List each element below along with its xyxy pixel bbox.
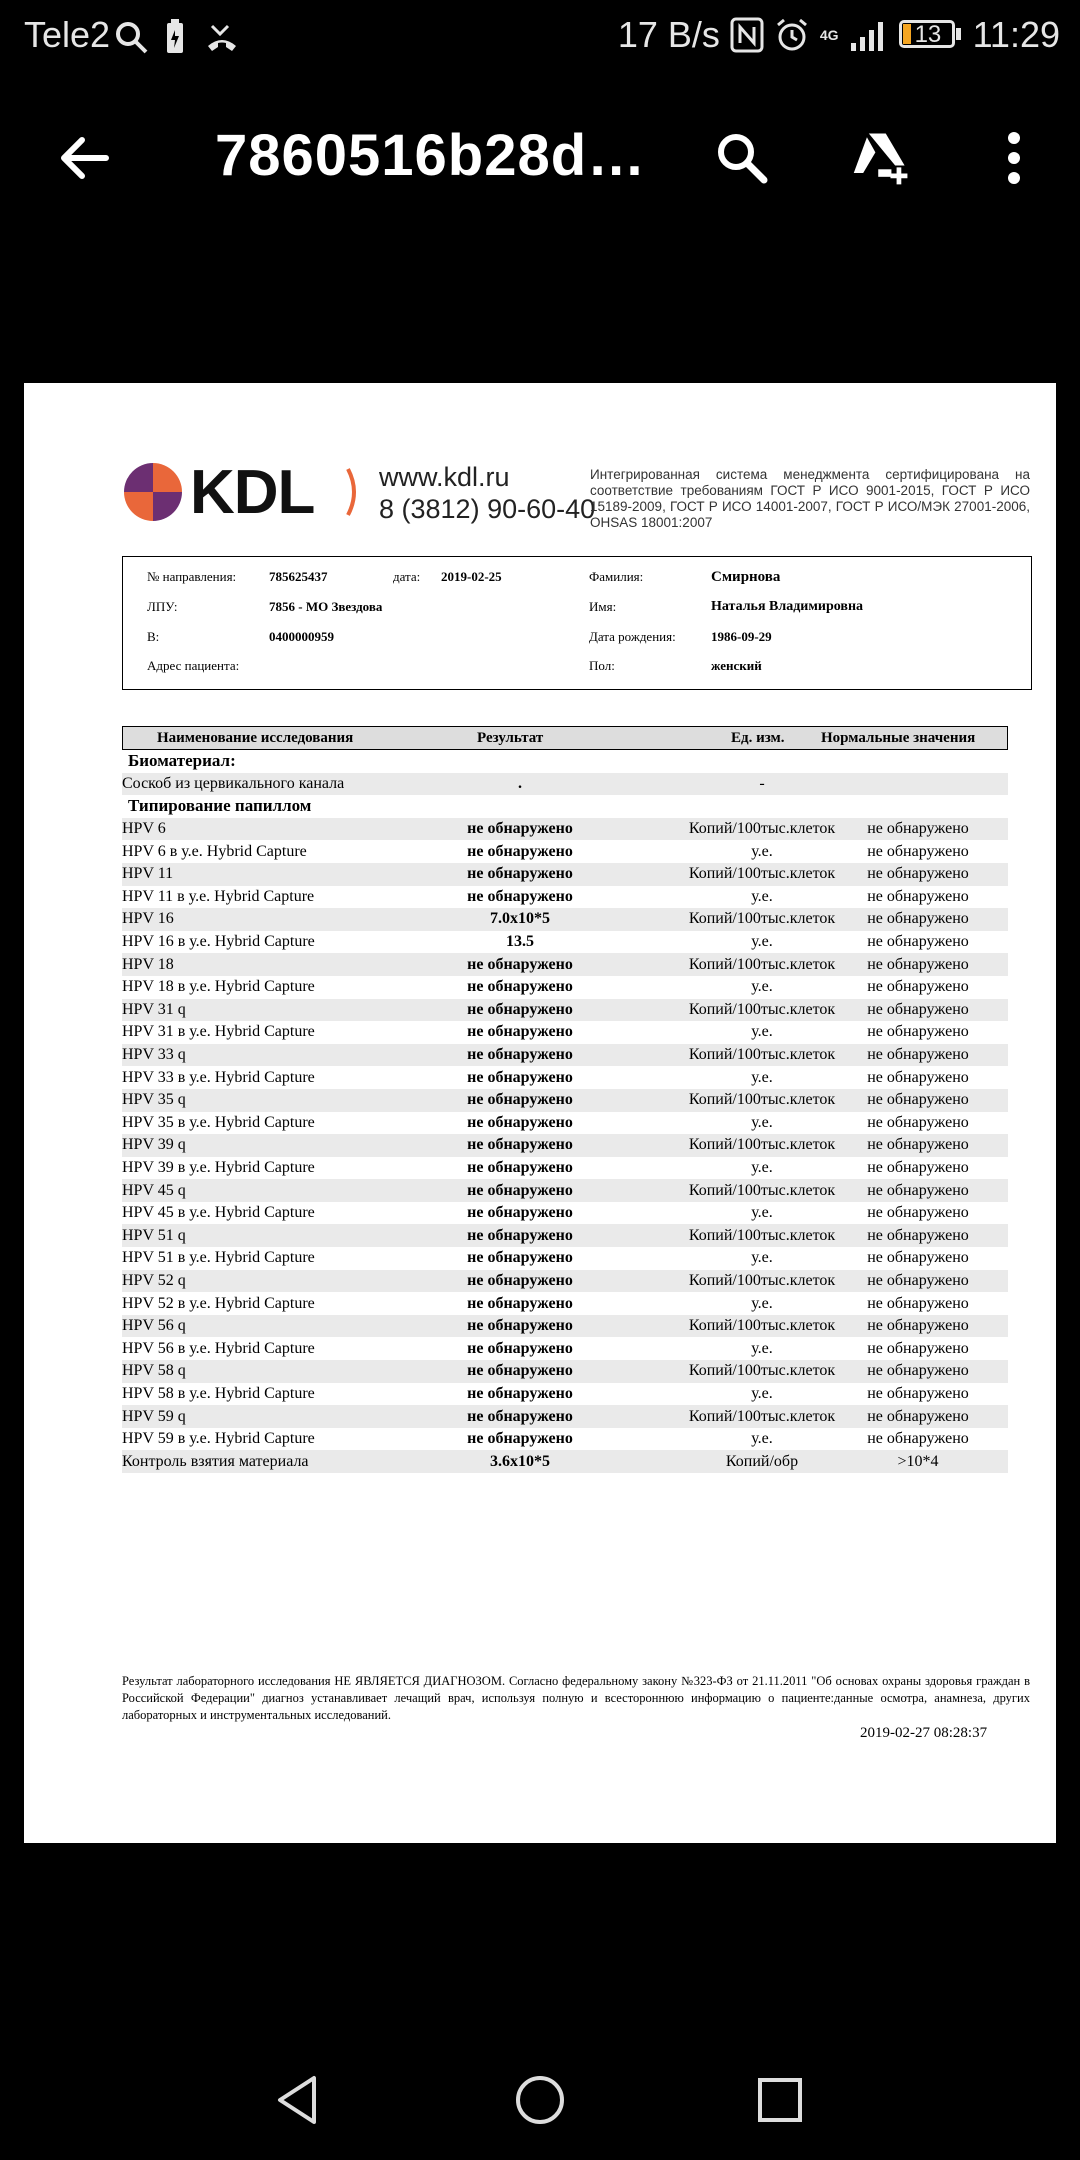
cell-result: не обнаружено: [467, 1046, 573, 1064]
section-row: [122, 795, 1008, 818]
table-row: [122, 1089, 1008, 1112]
cell-test-name: HPV 18: [122, 955, 174, 973]
cell-result: не обнаружено: [467, 1091, 573, 1109]
cell-result: не обнаружено: [467, 955, 573, 973]
cell-result: не обнаружено: [467, 1271, 573, 1289]
cell-test-name: HPV 35 в у.е. Hybrid Capture: [122, 1113, 315, 1131]
missed-call-icon: [204, 20, 240, 56]
table-row: [122, 1360, 1008, 1383]
cell-norm: не обнаружено: [867, 1362, 969, 1380]
cell-test-name: HPV 52 q: [122, 1271, 186, 1289]
results-table: [122, 726, 1008, 1473]
cell-norm: не обнаружено: [867, 1091, 969, 1109]
table-row: [122, 773, 1008, 796]
header-result: Результат: [477, 729, 544, 746]
cell-norm: не обнаружено: [867, 933, 969, 951]
cell-test-name: HPV 39 q: [122, 1136, 186, 1154]
table-row: [122, 1044, 1008, 1067]
cell-result: не обнаружено: [467, 978, 573, 996]
table-row: [122, 1450, 1008, 1473]
cell-test-name: HPV 31 q: [122, 1000, 186, 1018]
back-triangle-icon[interactable]: [268, 2068, 332, 2132]
network-type: 4G: [819, 27, 839, 43]
cell-unit: -: [759, 774, 765, 792]
nfc-icon: [730, 17, 764, 53]
kdl-logo-mark: [124, 463, 182, 521]
patient-info-box: [122, 556, 1032, 690]
sex-value: женский: [711, 658, 762, 673]
kdl-logo: [124, 458, 324, 527]
document-page[interactable]: [24, 383, 1056, 1843]
cell-test-name: HPV 51 q: [122, 1226, 186, 1244]
cell-test-name: HPV 52 в у.е. Hybrid Capture: [122, 1294, 315, 1312]
table-row: [122, 1066, 1008, 1089]
cell-unit: Копий/100тыс.клеток: [688, 865, 836, 883]
table-row: [122, 818, 1008, 841]
cell-result: 7.0x10*5: [490, 910, 550, 928]
cell-test-name: HPV 16 в у.е. Hybrid Capture: [122, 933, 315, 951]
battery-icon: [899, 18, 963, 52]
dob-value: 1986-09-29: [711, 629, 772, 644]
table-row: [122, 1247, 1008, 1270]
cell-unit: Копий/100тыс.клеток: [688, 1317, 836, 1335]
drive-add-icon: [850, 128, 914, 188]
cell-result: не обнаружено: [467, 865, 573, 883]
cell-norm: не обнаружено: [867, 1430, 969, 1448]
cell-unit: Копий/100тыс.клеток: [688, 1046, 836, 1064]
surname-label: Фамилия:: [589, 569, 644, 584]
section-biomaterial: Биоматериал:: [128, 751, 236, 771]
cell-norm: не обнаружено: [867, 842, 969, 860]
cell-test-name: Контроль взятия материала: [122, 1452, 309, 1470]
cell-result: не обнаружено: [467, 1023, 573, 1041]
cell-norm: не обнаружено: [867, 1226, 969, 1244]
cell-unit: Копий/100тыс.клеток: [688, 1136, 836, 1154]
cell-test-name: HPV 59 q: [122, 1407, 186, 1425]
cell-result: не обнаружено: [467, 1317, 573, 1335]
cell-result: не обнаружено: [467, 1249, 573, 1267]
back-arrow-icon: [56, 130, 112, 186]
footer-timestamp: 2019-02-27 08:28:37: [860, 1725, 988, 1741]
result-rows: [122, 818, 1008, 1473]
name-value: Наталья Владимировна: [711, 599, 864, 614]
table-row: [122, 1315, 1008, 1338]
lpu-label: ЛПУ:: [147, 599, 178, 614]
footer-note: Результат лабораторного исследования НЕ ЯВЛЯЕТСЯ ДИАГНОЗОМ. Согласно федеральному закону №323-ФЗ от 21.11.2011 "Об основах охраны здоровья граждан в Российской Федерации" диагноз устанавливает лечащий врач, используя полную и всестороннюю информацию о пациенте:данные осмотра, анамнеза, других лабораторных и инструментальных исследований.: [122, 1674, 1030, 1722]
cell-test-name: HPV 33 в у.е. Hybrid Capture: [122, 1068, 315, 1086]
cell-result: не обнаружено: [467, 1430, 573, 1448]
battery-level: 13: [914, 21, 942, 48]
table-row: [122, 1270, 1008, 1293]
certification-note: Интегрированная система менеджмента сертифицирована на соответствие требованиям ГОСТ Р ИСО 9001-2015, ГОСТ Р ИСО 15189-2009, ГОСТ Р ИСО 14001-2007, ГОСТ Р ИСО/МЭК 27001-2006, OHSAS 18001:2007: [590, 467, 1030, 530]
status-bar: [0, 0, 1080, 76]
cell-result: не обнаружено: [467, 1294, 573, 1312]
cell-unit: у.е.: [751, 1158, 773, 1176]
cell-unit: у.е.: [751, 1113, 773, 1131]
cell-unit: Копий/100тыс.клеток: [688, 1181, 836, 1199]
cell-test-name: HPV 59 в у.е. Hybrid Capture: [122, 1430, 315, 1448]
cell-test-name: HPV 31 в у.е. Hybrid Capture: [122, 1023, 315, 1041]
cell-result: не обнаружено: [467, 1407, 573, 1425]
cell-unit: у.е.: [751, 1339, 773, 1357]
name-label: Имя:: [589, 599, 617, 614]
cell-result: не обнаружено: [467, 887, 573, 905]
sex-label: Пол:: [589, 658, 615, 673]
table-row: [122, 953, 1008, 976]
cell-unit: у.е.: [751, 842, 773, 860]
app-toolbar: [0, 96, 1080, 216]
recents-square-icon[interactable]: [748, 2068, 812, 2132]
search-icon: [114, 20, 150, 56]
cell-unit: Копий/100тыс.клеток: [688, 955, 836, 973]
cell-unit: Копий/100тыс.клеток: [688, 910, 836, 928]
cell-norm: не обнаружено: [867, 910, 969, 928]
cell-norm: не обнаружено: [867, 1000, 969, 1018]
cell-unit: у.е.: [751, 1068, 773, 1086]
navigation-bar: [0, 2040, 1080, 2160]
cell-norm: не обнаружено: [867, 1407, 969, 1425]
table-row: [122, 999, 1008, 1022]
cell-result: не обнаружено: [467, 1136, 573, 1154]
table-row: [122, 1021, 1008, 1044]
cell-unit: у.е.: [751, 1430, 773, 1448]
cell-unit: у.е.: [751, 1384, 773, 1402]
kdl-logo-text: KDL: [190, 458, 315, 527]
direction-label: № направления:: [147, 569, 237, 584]
file-title: 7860516b28d…: [215, 123, 647, 188]
cell-test-name: HPV 58 в у.е. Hybrid Capture: [122, 1384, 315, 1402]
table-row: [122, 1428, 1008, 1451]
more-vert-icon: [1004, 130, 1024, 186]
cell-norm: не обнаружено: [867, 887, 969, 905]
cell-test-name: HPV 6: [122, 820, 166, 838]
table-row: [122, 863, 1008, 886]
alarm-icon: [774, 17, 810, 53]
cell-norm: не обнаружено: [867, 1204, 969, 1222]
cell-result: 13.5: [506, 933, 534, 951]
header-test-name: Наименование исследования: [157, 729, 354, 746]
cell-norm: не обнаружено: [867, 1023, 969, 1041]
cell-unit: у.е.: [751, 933, 773, 951]
surname-value: Смирнова: [711, 569, 781, 585]
cell-test-name: Соскоб из цервикального канала: [122, 774, 345, 792]
cell-test-name: HPV 39 в у.е. Hybrid Capture: [122, 1158, 315, 1176]
cell-norm: не обнаружено: [867, 1068, 969, 1086]
back-button[interactable]: [52, 126, 116, 190]
dob-label: Дата рождения:: [589, 629, 676, 644]
cell-norm: не обнаружено: [867, 1271, 969, 1289]
cell-unit: Копий/обр: [725, 1452, 799, 1470]
more-options-button[interactable]: [982, 126, 1046, 190]
home-circle-icon[interactable]: [508, 2068, 572, 2132]
cell-unit: у.е.: [751, 978, 773, 996]
cell-unit: Копий/100тыс.клеток: [688, 1271, 836, 1289]
signal-icon: [849, 17, 889, 53]
table-header: [122, 726, 1008, 750]
cell-norm: не обнаружено: [867, 1046, 969, 1064]
cell-test-name: HPV 45 q: [122, 1181, 186, 1199]
v-label: В:: [147, 629, 160, 644]
battery-saver-icon: [164, 18, 186, 56]
table-row: [122, 840, 1008, 863]
cell-result: не обнаружено: [467, 1339, 573, 1357]
table-row: [122, 1157, 1008, 1180]
cell-norm: не обнаружено: [867, 820, 969, 838]
cell-test-name: HPV 35 q: [122, 1091, 186, 1109]
cell-norm: не обнаружено: [867, 865, 969, 883]
add-to-drive-button[interactable]: [850, 126, 914, 190]
date-value: 2019-02-25: [441, 569, 502, 584]
cell-result: не обнаружено: [467, 1000, 573, 1018]
cell-result: .: [518, 774, 522, 792]
cell-result: 3.6x10*5: [490, 1452, 550, 1470]
cell-test-name: HPV 11 в у.е. Hybrid Capture: [122, 887, 315, 905]
cell-norm: не обнаружено: [867, 1136, 969, 1154]
cell-result: не обнаружено: [467, 1113, 573, 1131]
table-row: [122, 908, 1008, 931]
cell-test-name: HPV 45 в у.е. Hybrid Capture: [122, 1204, 315, 1222]
cell-norm: не обнаружено: [867, 1294, 969, 1312]
cell-test-name: HPV 6 в у.е. Hybrid Capture: [122, 842, 307, 860]
cell-unit: Копий/100тыс.клеток: [688, 1000, 836, 1018]
cell-norm: не обнаружено: [867, 1181, 969, 1199]
cell-norm: не обнаружено: [867, 955, 969, 973]
cell-result: не обнаружено: [467, 1226, 573, 1244]
cell-result: не обнаружено: [467, 1204, 573, 1222]
header-norm: Нормальные значения: [821, 729, 976, 746]
cell-test-name: HPV 51 в у.е. Hybrid Capture: [122, 1249, 315, 1267]
cell-norm: не обнаружено: [867, 1384, 969, 1402]
table-row: [122, 1337, 1008, 1360]
table-row: [122, 1383, 1008, 1406]
logo-chevron-icon: [346, 467, 362, 517]
date-label: дата:: [393, 569, 421, 584]
cell-unit: Копий/100тыс.клеток: [688, 1362, 836, 1380]
cell-unit: Копий/100тыс.клеток: [688, 1091, 836, 1109]
cell-test-name: HPV 33 q: [122, 1046, 186, 1064]
table-row: [122, 1292, 1008, 1315]
table-row: [122, 1112, 1008, 1135]
cell-norm: >10*4: [897, 1452, 939, 1470]
table-row: [122, 1405, 1008, 1428]
carrier-name: Tele2: [24, 14, 111, 55]
cell-norm: не обнаружено: [867, 1158, 969, 1176]
cell-test-name: HPV 56 в у.е. Hybrid Capture: [122, 1339, 315, 1357]
cell-norm: не обнаружено: [867, 978, 969, 996]
clock: 11:29: [972, 14, 1060, 55]
address-label: Адрес пациента:: [147, 658, 240, 673]
v-value: 0400000959: [269, 629, 334, 644]
table-row: [122, 976, 1008, 999]
cell-unit: у.е.: [751, 1023, 773, 1041]
cell-unit: Копий/100тыс.клеток: [688, 820, 836, 838]
section-row: [122, 750, 1008, 773]
cell-test-name: HPV 11: [122, 865, 174, 883]
cell-unit: у.е.: [751, 1204, 773, 1222]
cell-result: не обнаружено: [467, 1384, 573, 1402]
cell-result: не обнаружено: [467, 820, 573, 838]
cell-unit: Копий/100тыс.клеток: [688, 1407, 836, 1425]
lpu-value: 7856 - МО Звездова: [269, 599, 383, 614]
cell-unit: у.е.: [751, 1294, 773, 1312]
lab-website: www.kdl.ru: [379, 462, 510, 492]
cell-result: не обнаружено: [467, 1158, 573, 1176]
cell-norm: не обнаружено: [867, 1249, 969, 1267]
table-row: [122, 931, 1008, 954]
cell-unit: у.е.: [751, 1249, 773, 1267]
status-right: [618, 14, 1060, 56]
cell-result: не обнаружено: [467, 1181, 573, 1199]
header-unit: Ед. изм.: [731, 729, 785, 746]
cell-result: не обнаружено: [467, 1068, 573, 1086]
lab-contacts: [379, 461, 595, 525]
lab-phone: 8 (3812) 90-60-40: [379, 494, 596, 524]
cell-test-name: HPV 16: [122, 910, 174, 928]
section-typing: Типирование папиллом: [128, 796, 312, 816]
cell-test-name: HPV 18 в у.е. Hybrid Capture: [122, 978, 315, 996]
cell-norm: не обнаружено: [867, 1317, 969, 1335]
cell-norm: не обнаружено: [867, 1113, 969, 1131]
table-row: [122, 1134, 1008, 1157]
table-row: [122, 1224, 1008, 1247]
table-row: [122, 1202, 1008, 1225]
cell-result: не обнаружено: [467, 842, 573, 860]
search-icon: [714, 130, 770, 186]
cell-test-name: HPV 58 q: [122, 1362, 186, 1380]
table-row: [122, 1179, 1008, 1202]
direction-value: 785625437: [269, 569, 328, 584]
cell-unit: Копий/100тыс.клеток: [688, 1226, 836, 1244]
cell-norm: не обнаружено: [867, 1339, 969, 1357]
table-row: [122, 886, 1008, 909]
search-button[interactable]: [710, 126, 774, 190]
net-speed: 17 B/s: [617, 14, 720, 55]
cell-test-name: HPV 56 q: [122, 1317, 186, 1335]
cell-result: не обнаружено: [467, 1362, 573, 1380]
cell-unit: у.е.: [751, 887, 773, 905]
